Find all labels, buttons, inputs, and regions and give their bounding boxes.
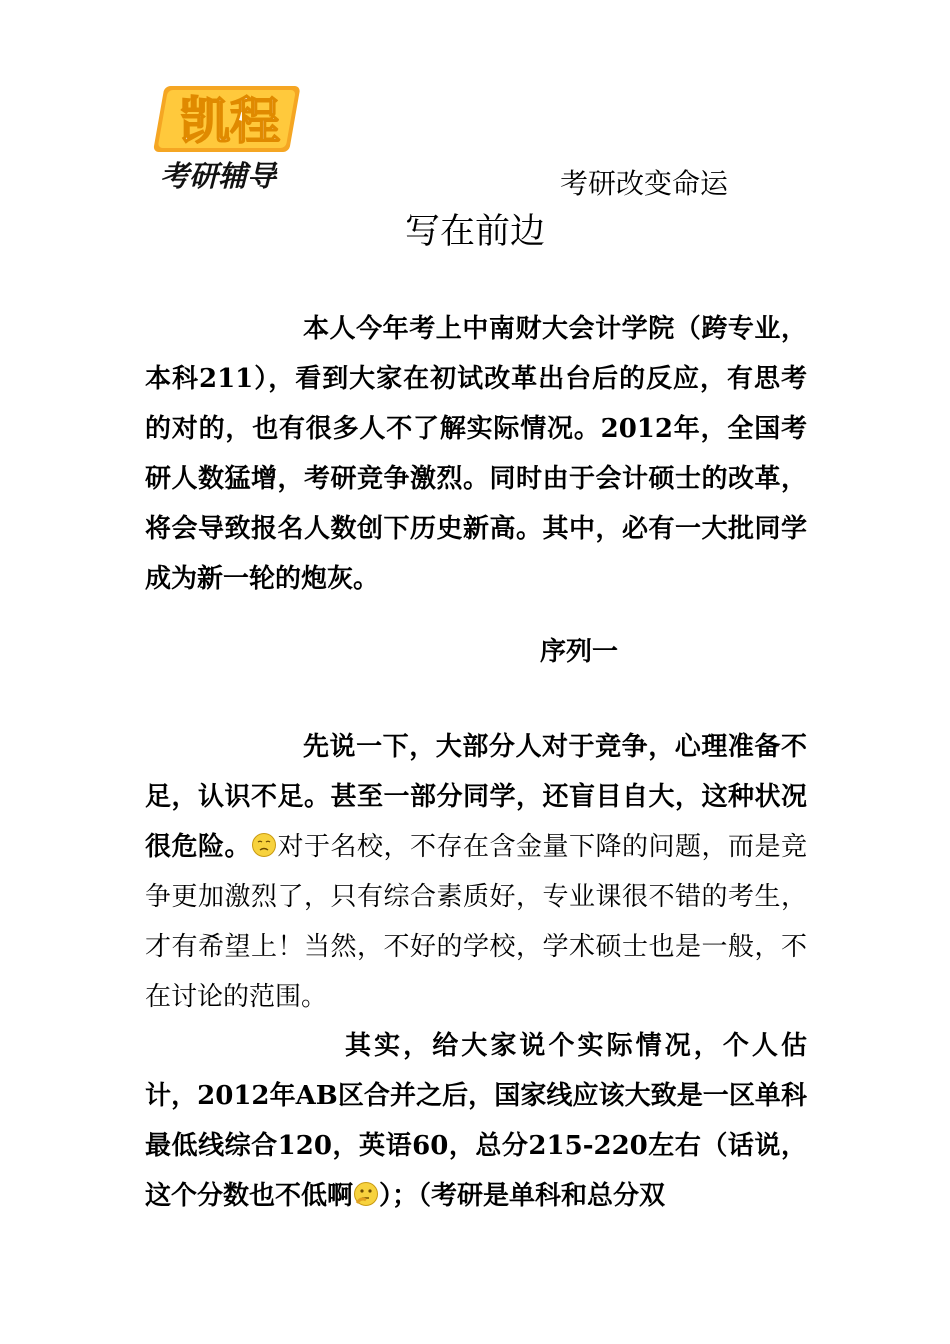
paragraph-bold-text: 先说一下，大部分人对于竞争，心理准备不足，认识不足。甚至一部分同学，还盲目自大，这种状况很危险。 [145, 732, 807, 862]
logo-graphic [152, 78, 302, 196]
intro-paragraph: 本人今年考上中南财大会计学院（跨专业，本科211），看到大家在初试改革出台后的反应，有思考的对的，也有很多人不了解实际情况。2012年，全国考研人数猛增，考研竞争激烈。同时由于会计硕士的改革，将会导致报名人数创下历史新高。其中，必有一大批同学成为新一轮的炮灰。 [145, 314, 807, 594]
page-title: 写在前边 [404, 212, 545, 252]
logo-mark: 凯程 [180, 92, 280, 150]
paragraph-text-before-emoji: 其实，给大家说个实际情况，个人估计，2012年AB区合并之后，国家线应该大致是一区单科最低线综合120，英语60，总分215-220左右（话说，这个分数也不低啊 [145, 1031, 807, 1211]
slogan: 考研改变命运 [560, 167, 729, 200]
logo [152, 78, 302, 196]
emoji-pensive-icon [251, 832, 277, 858]
paragraph-regular-text: 对于名校，不存在含金量下降的问题，而是竞争更加激烈了，只有综合素质好，专业课很不错的考生，才有希望上！当然，不好的学校，学术硕士也是一般，不在讨论的范围。 [145, 832, 807, 1012]
section-paragraph-2 [145, 1021, 807, 1221]
paragraph-text-after-emoji: ）；（考研是单科和总分双 [379, 1181, 666, 1211]
section-heading: 序列一 [540, 637, 619, 667]
section-paragraph-1 [145, 722, 807, 1022]
emoji-thinking-icon [353, 1181, 379, 1207]
logo-subtitle: 考研辅导 [160, 159, 277, 193]
